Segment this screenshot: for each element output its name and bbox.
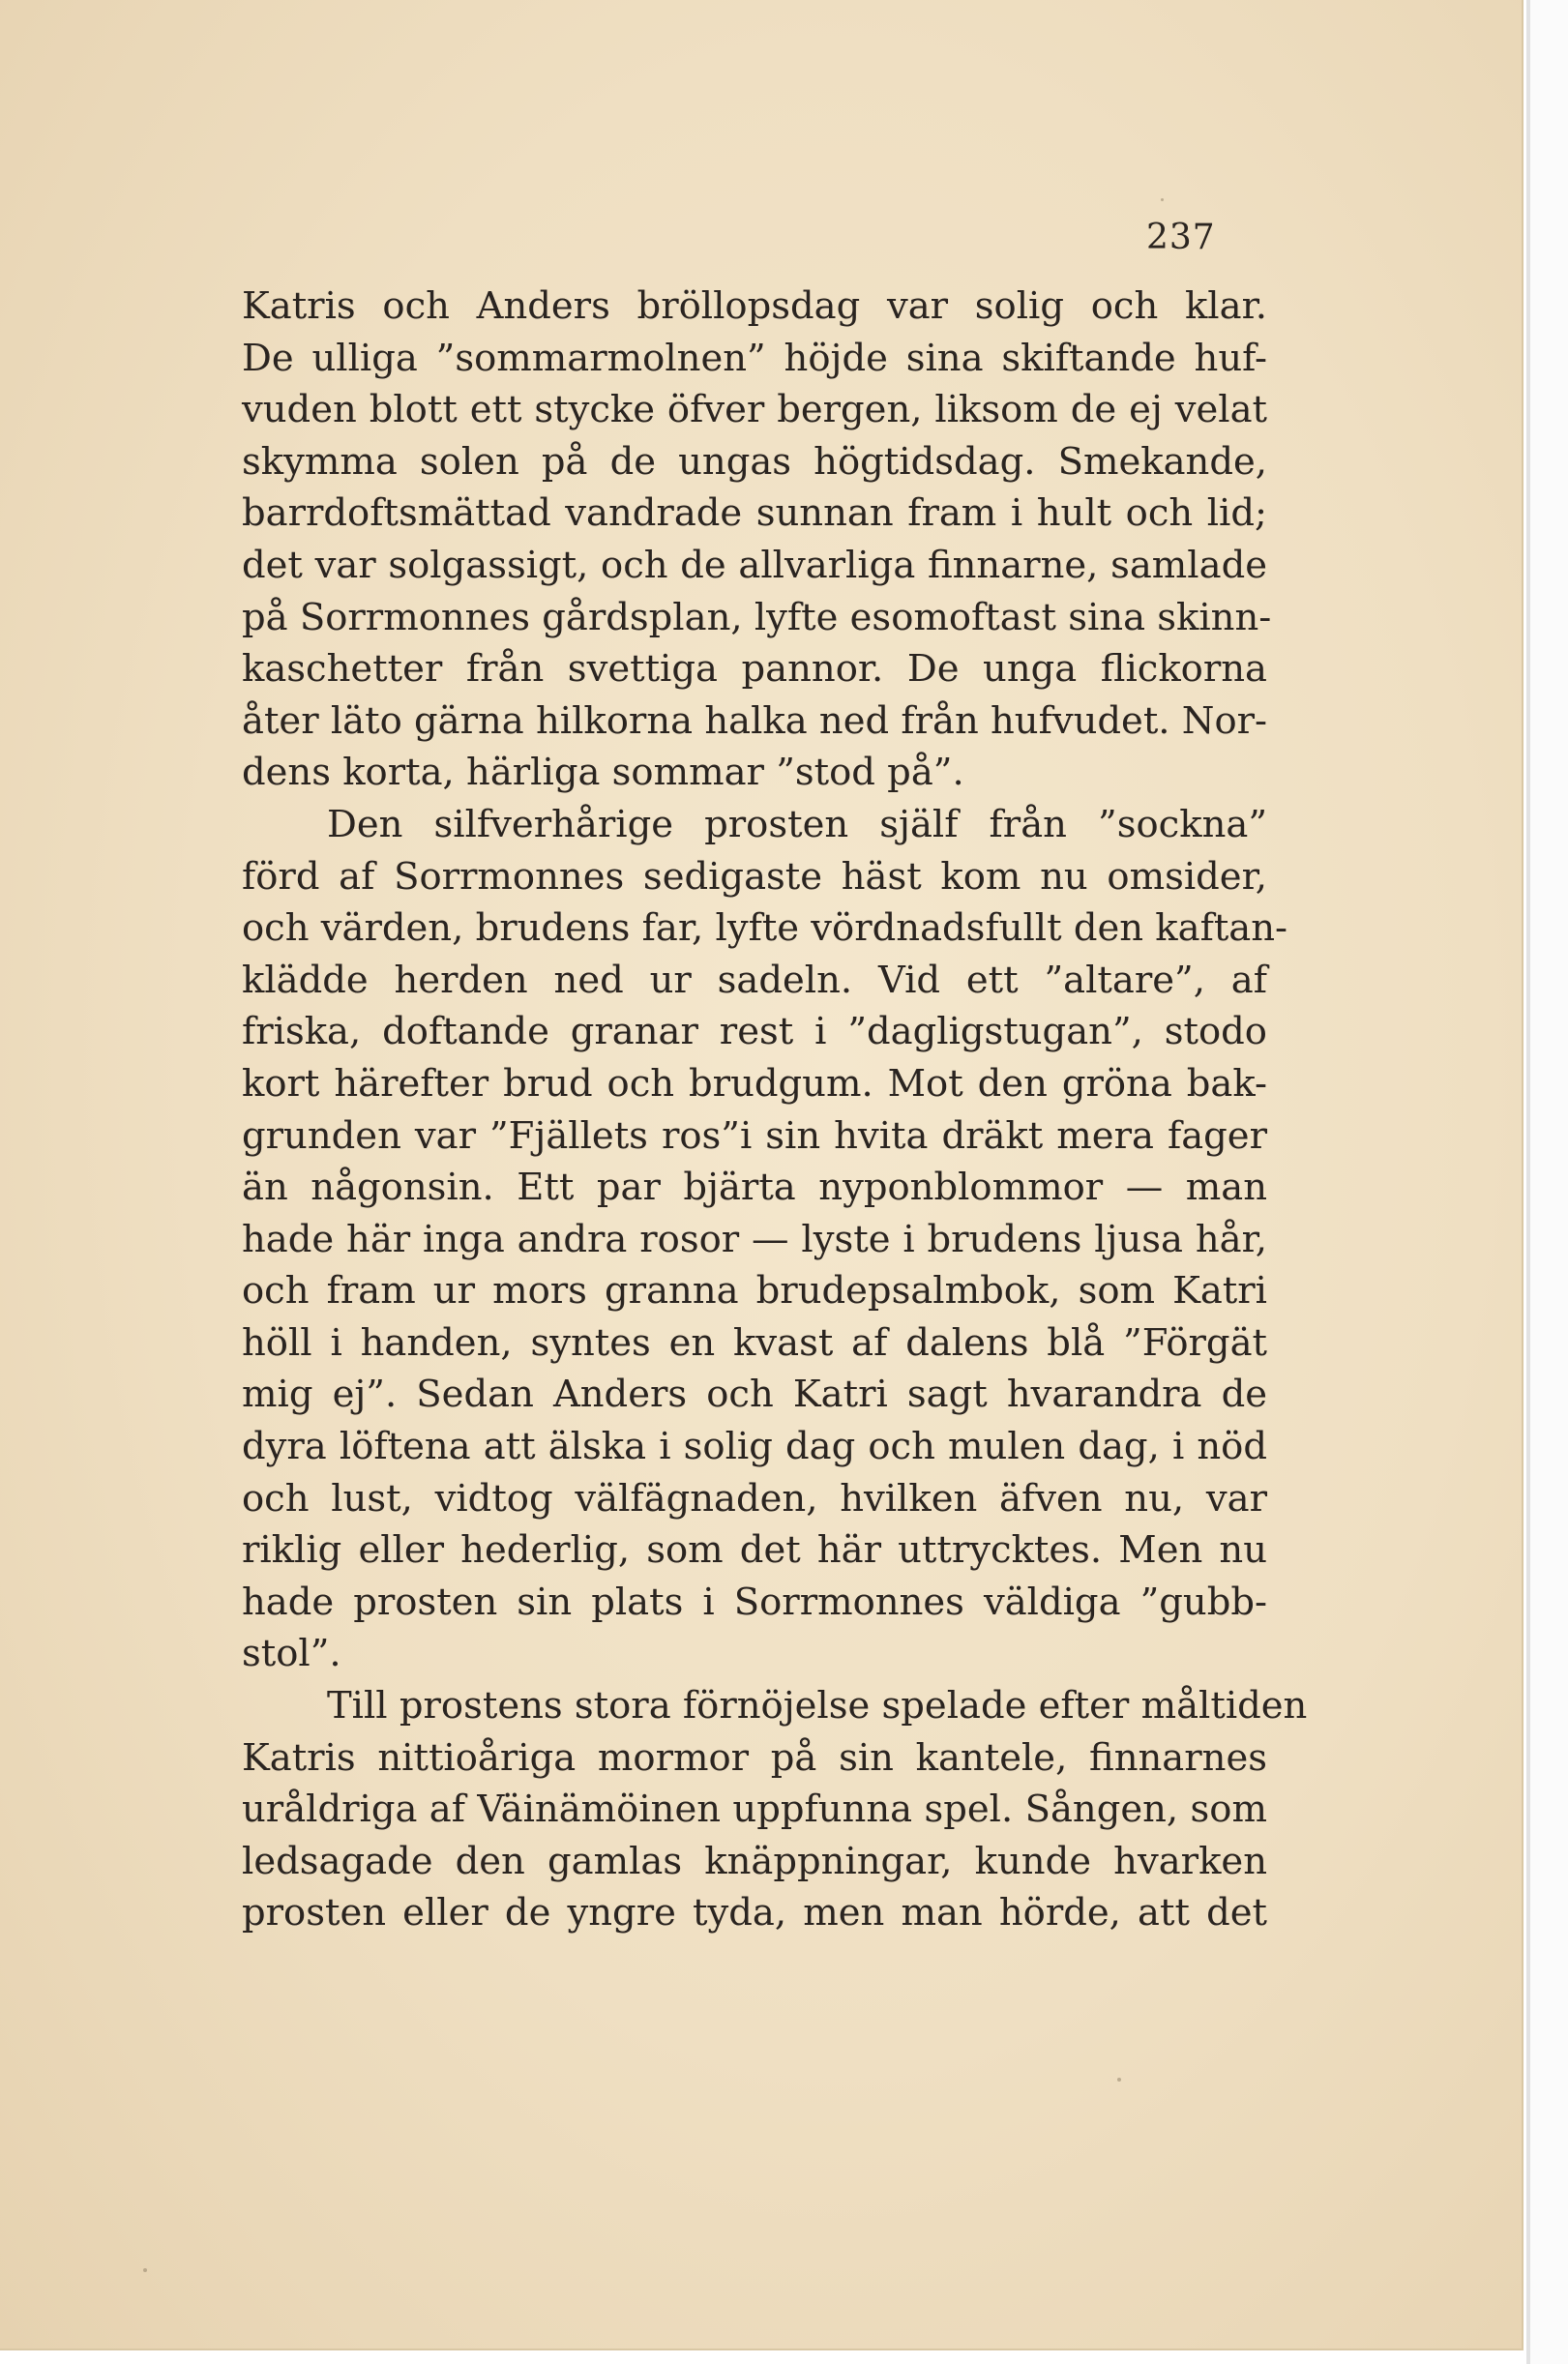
text-line: De ulliga ”sommarmolnen” höjde sina skiftande huf- — [242, 336, 1267, 380]
scan-margin — [1526, 0, 1568, 2364]
text-line: barrdoftsmättad vandrade sunnan fram i hult och lid; — [242, 491, 1267, 536]
text-line: klädde herden ned ur sadeln. Vid ett ”altare”, af — [242, 958, 1267, 1002]
text-line: än någonsin. Ett par bjärta nyponblommor — man — [242, 1166, 1267, 1210]
paper-speck — [143, 2268, 147, 2272]
paper-speck — [1117, 2078, 1121, 2082]
scan-edge — [1526, 0, 1530, 2364]
text-line: riklig eller hederlig, som det här uttrycktes. Men nu — [242, 1528, 1267, 1573]
text-line: förd af Sorrmonnes sedigaste häst kom nu omsider, — [242, 854, 1267, 899]
text-line: kaschetter från svettiga pannor. De unga flickorna — [242, 647, 1267, 692]
text-line: och lust, vidtog välfägnaden, hvilken äfven nu, var — [242, 1476, 1267, 1521]
paragraph-1 — [242, 281, 1272, 799]
text-line: ledsagade den gamlas knäppningar, kunde hvarken — [242, 1839, 1267, 1883]
text-line: Den silfverhårige prosten själf från ”sockna” — [327, 802, 1267, 846]
text-line: friska, doftande granar rest i ”dagligstugan”, stodo — [242, 1010, 1267, 1054]
text-line: prosten eller de yngre tyda, men man hörde, att det — [242, 1891, 1267, 1936]
text-line: Katris och Anders bröllopsdag var solig och klar. — [242, 284, 1267, 328]
text-line: Till prostens stora förnöjelse spelade efter måltiden — [327, 1684, 1308, 1729]
text-line: uråldriga af Väinämöinen uppfunna spel. Sången, som — [242, 1788, 1267, 1832]
text-line: hade prosten sin plats i Sorrmonnes väldiga ”gubb- — [242, 1580, 1267, 1624]
text-line: dyra löftena att älska i solig dag och mulen dag, i nöd — [242, 1425, 1267, 1469]
text-line: höll i handen, syntes en kvast af dalens blå ”Förgät — [242, 1320, 1267, 1365]
text-line: skymma solen på de ungas högtidsdag. Smekande, — [242, 439, 1267, 484]
text-line: stol”. — [242, 1632, 341, 1676]
body-text — [242, 281, 1308, 1939]
paragraph-2 — [242, 799, 1288, 1680]
text-line: vuden blott ett stycke öfver bergen, liksom de ej velat — [242, 388, 1267, 432]
page-number: 237 — [1146, 218, 1216, 257]
text-line: åter läto gärna hilkorna halka ned från hufvudet. Nor- — [242, 698, 1268, 743]
text-line: och fram ur mors granna brudepsalmbok, som Katri — [242, 1269, 1267, 1314]
text-line: och värden, brudens far, lyfte vördnadsfullt den kaftan- — [242, 906, 1288, 951]
paper-speck — [1161, 198, 1164, 201]
text-line: hade här inga andra rosor — lyste i brudens ljusa hår, — [242, 1217, 1267, 1261]
text-line: grunden var ”Fjällets ros”i sin hvita dräkt mera fager — [242, 1113, 1267, 1158]
text-line: Katris nittioåriga mormor på sin kantele, finnarnes — [242, 1735, 1267, 1780]
text-line: mig ej”. Sedan Anders och Katri sagt hvarandra de — [242, 1373, 1267, 1417]
text-line: det var solgassigt, och de allvarliga finnarne, samlade — [242, 543, 1267, 587]
text-line: dens korta, härliga sommar ”stod på”. — [242, 751, 964, 795]
text-line: på Sorrmonnes gårdsplan, lyfte esomoftast sina skinn- — [242, 595, 1272, 639]
text-line: kort härefter brud och brudgum. Mot den gröna bak- — [242, 1061, 1267, 1106]
paragraph-3 — [242, 1680, 1308, 1939]
